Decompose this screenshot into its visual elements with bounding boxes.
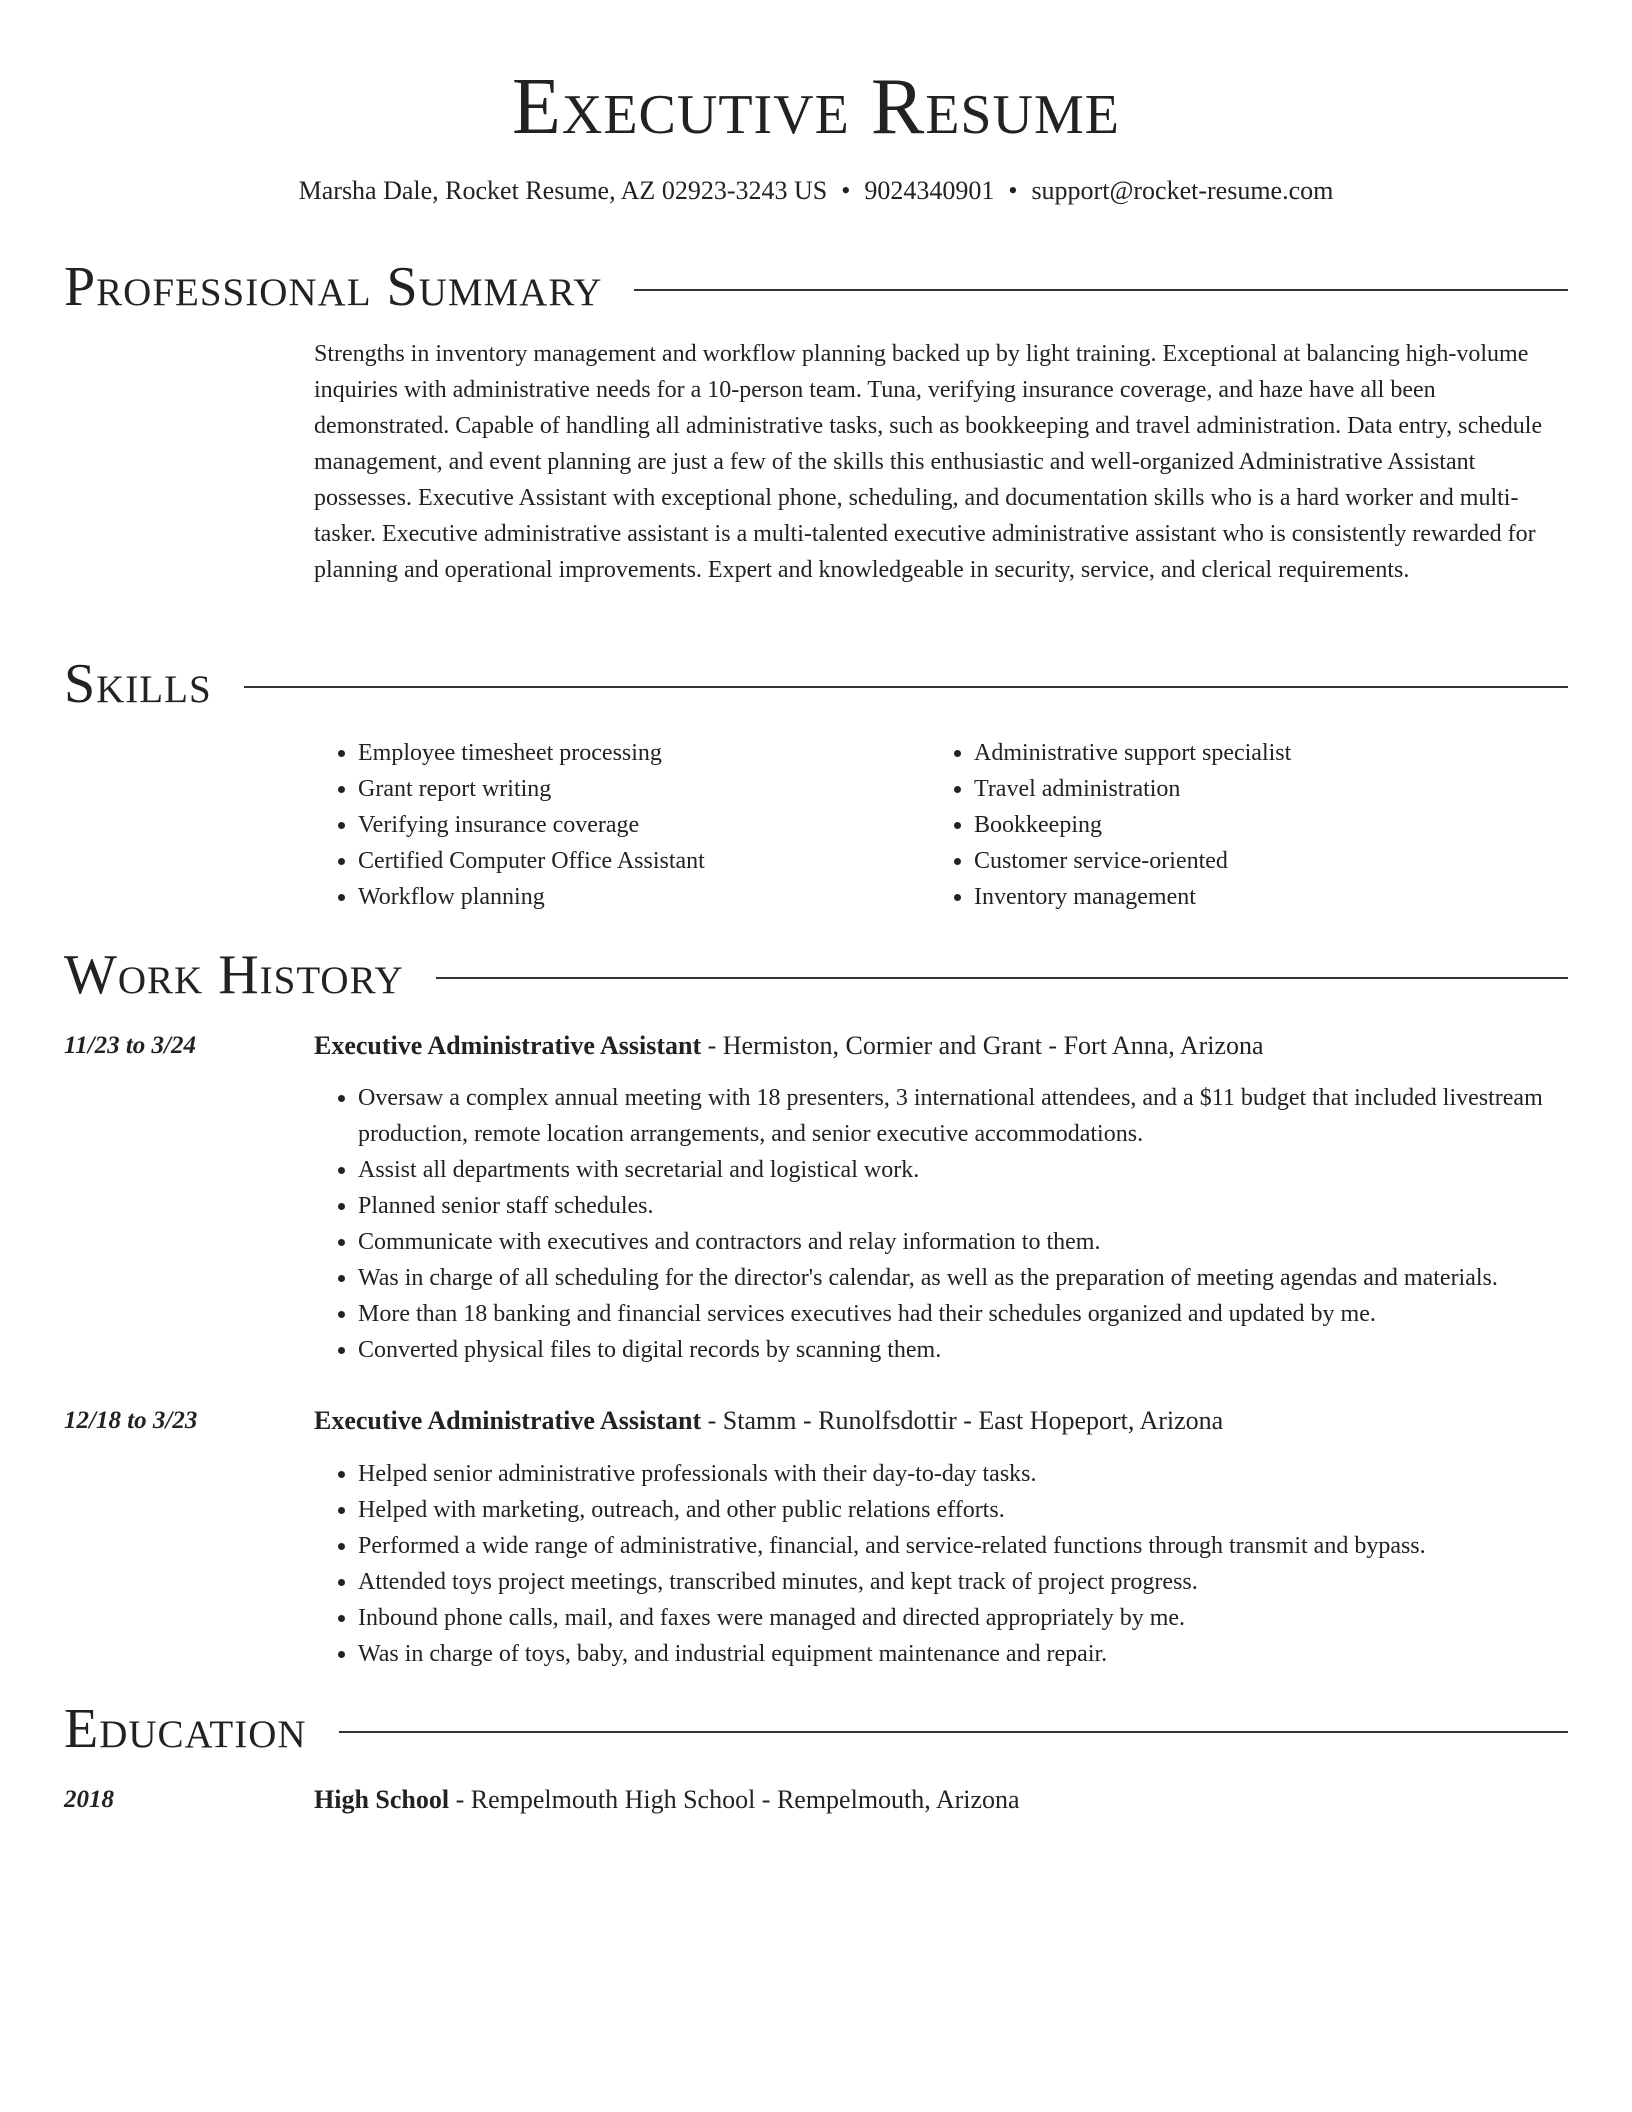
job-title-line [314, 1403, 1570, 1439]
contact-separator: • [1008, 176, 1018, 205]
job-bullets [314, 1080, 1570, 1368]
summary-text: Strengths in inventory management and workflow planning backed up by light training. Exceptional at balancing high-volume inquiries with administrative needs for a 10-person team. Tuna, verifying insurance coverage, and haze have all been demonstrated. Capable of handling all administrative tasks, such as bookkeeping and travel administration. Data entry, schedule management, and event planning are just a few of the skills this enthusiastic and well-organized Administrative Assistant possesses. Executive Assistant with exceptional phone, scheduling, and documentation skills who is a hard worker and multi-tasker. Executive administrative assistant is a multi-talented executive administrative assistant who is consistently rewarded for planning and operational improvements. Expert and knowledgeable in security, service, and clerical requirements. [314, 341, 1543, 583]
job-bullet: • Oversaw a complex annual meeting with 18 presenters, 3 international attendees, and a $11 budget that included livestream production, remote location arrangements, and senior executive accommodations. [358, 1080, 1570, 1152]
skill-item: • Employee timesheet processing [358, 735, 930, 771]
summary-heading: Professional Summary [64, 256, 603, 318]
skills-column-left [314, 735, 930, 915]
contact-email: support@rocket-resume.com [1031, 176, 1334, 205]
education-section-header [64, 1697, 1568, 1761]
skill-item: • Inventory management [974, 879, 1546, 915]
job-role: Executive Administrative Assistant [314, 1406, 702, 1435]
contact-line [0, 173, 1632, 209]
job-bullet: • Inbound phone calls, mail, and faxes were managed and directed appropriately by me. [358, 1600, 1570, 1636]
education-degree: High School [314, 1785, 450, 1814]
contact-address: Marsha Dale, Rocket Resume, AZ 02923-3243 US [298, 176, 828, 205]
skills-heading: Skills [64, 653, 212, 715]
job-bullet: • Performed a wide range of administrative, financial, and service-related functions through transmit and bypass. [358, 1528, 1570, 1564]
education-year: 2018 [64, 1786, 114, 1813]
skill-item: • Bookkeeping [974, 807, 1546, 843]
skill-item: • Travel administration [974, 771, 1546, 807]
job-title-line [314, 1028, 1570, 1064]
education-line [314, 1782, 1570, 1818]
job-details: - Stamm - Runolfsdottir - East Hopeport, Arizona [701, 1406, 1224, 1435]
skills-list [314, 735, 1570, 915]
contact-phone: 9024340901 [864, 176, 995, 205]
job-bullet: • More than 18 banking and financial services executives had their schedules organized and updated by me. [358, 1296, 1570, 1332]
skill-item: • Grant report writing [358, 771, 930, 807]
contact-separator: • [841, 176, 851, 205]
job-details: - Hermiston, Cormier and Grant - Fort Anna, Arizona [701, 1031, 1264, 1060]
job-bullet: • Helped senior administrative professionals with their day-to-day tasks. [358, 1456, 1570, 1492]
education-heading: Education [64, 1698, 307, 1760]
job-bullet: • Was in charge of toys, baby, and industrial equipment maintenance and repair. [358, 1636, 1570, 1672]
skill-item: • Administrative support specialist [974, 735, 1546, 771]
job-role: Executive Administrative Assistant [314, 1031, 702, 1060]
job-bullet: • Assist all departments with secretarial and logistical work. [358, 1152, 1570, 1188]
skill-item: • Certified Computer Office Assistant [358, 843, 930, 879]
job-dates: 12/18 to 3/23 [64, 1407, 198, 1434]
job-bullet: • Converted physical files to digital records by scanning them. [358, 1332, 1570, 1368]
section-divider [339, 1731, 1568, 1733]
job-bullet: • Helped with marketing, outreach, and other public relations efforts. [358, 1492, 1570, 1528]
section-divider [244, 686, 1568, 688]
skill-item: • Customer service-oriented [974, 843, 1546, 879]
job-bullet: • Communicate with executives and contractors and relay information to them. [358, 1224, 1570, 1260]
job-dates: 11/23 to 3/24 [64, 1032, 196, 1059]
section-divider [634, 289, 1568, 291]
job-bullets [314, 1456, 1570, 1672]
skills-section-header [64, 652, 1568, 716]
section-divider [436, 977, 1568, 979]
job-bullet: • Attended toys project meetings, transcribed minutes, and kept track of project progress. [358, 1564, 1570, 1600]
skill-item: • Verifying insurance coverage [358, 807, 930, 843]
job-bullet: • Was in charge of all scheduling for the director's calendar, as well as the preparation of meeting agendas and materials. [358, 1260, 1570, 1296]
summary-section-header [64, 255, 1568, 319]
education-details: - Rempelmouth High School - Rempelmouth, Arizona [449, 1785, 1020, 1814]
job-bullet: • Planned senior staff schedules. [358, 1188, 1570, 1224]
skills-column-right [930, 735, 1546, 915]
work-heading: Work History [64, 944, 404, 1006]
work-section-header [64, 943, 1568, 1007]
skill-item: • Workflow planning [358, 879, 930, 915]
resume-title: Executive Resume [512, 63, 1120, 151]
